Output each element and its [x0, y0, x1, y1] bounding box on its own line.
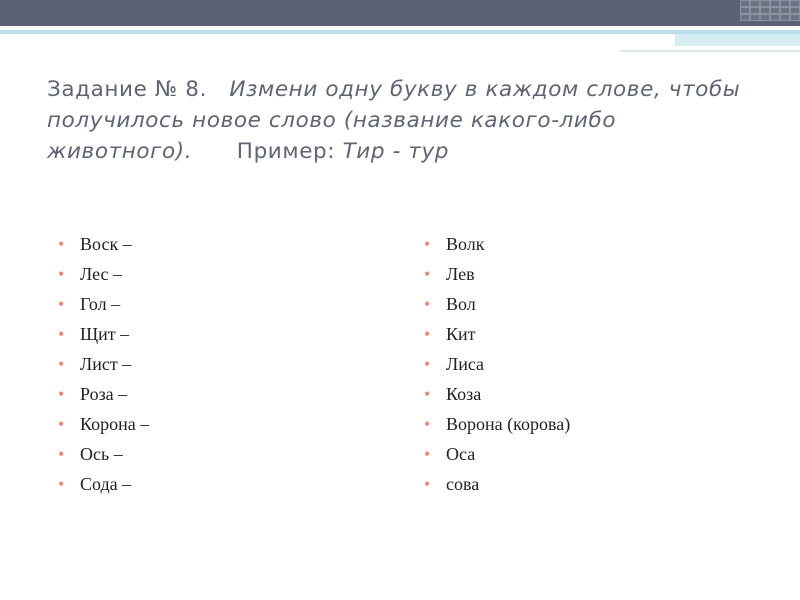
header-tile	[790, 14, 800, 21]
list-item: • Роза –	[58, 381, 149, 411]
header-tile	[740, 7, 750, 14]
header-tile	[780, 14, 790, 21]
list-item: • Кит	[424, 321, 570, 351]
header-tile	[760, 0, 770, 7]
example-value: Тир - тур	[342, 139, 450, 164]
task-instruction: Измени одну букву в каждом слове, чтобы получилось новое слово (название какого-либо животного).	[47, 77, 741, 164]
header-tile	[750, 7, 760, 14]
accent-line-segment	[675, 34, 800, 46]
list-item: • Лес –	[58, 261, 149, 291]
example-label: Пример:	[236, 139, 336, 164]
list-item: • Коза	[424, 381, 570, 411]
answer-word-list	[424, 231, 570, 501]
slide-header-bar	[0, 0, 800, 26]
accent-line-thin	[620, 50, 800, 52]
header-tile	[770, 14, 780, 21]
header-tile	[780, 0, 790, 7]
list-item: • Ворона (корова)	[424, 411, 570, 441]
source-word-list	[58, 231, 149, 501]
list-item: • Лев	[424, 261, 570, 291]
header-tile	[750, 0, 760, 7]
header-tile	[770, 0, 780, 7]
list-item: • Вол	[424, 291, 570, 321]
list-item: • Оса	[424, 441, 570, 471]
header-tile	[780, 7, 790, 14]
list-item: • Щит –	[58, 321, 149, 351]
header-tile	[750, 14, 760, 21]
header-tile	[740, 14, 750, 21]
header-tile	[770, 7, 780, 14]
header-tile	[760, 14, 770, 21]
task-number: Задание № 8.	[47, 77, 207, 102]
header-tile-pattern	[740, 0, 800, 21]
list-item: • Лист –	[58, 351, 149, 381]
list-item: • Воск –	[58, 231, 149, 261]
slide-title	[47, 74, 747, 167]
header-tile	[740, 0, 750, 7]
list-item: • Гол –	[58, 291, 149, 321]
header-tile	[790, 0, 800, 7]
list-item: • сова	[424, 471, 570, 501]
list-item: • Корона –	[58, 411, 149, 441]
list-item: • Сода –	[58, 471, 149, 501]
header-tile	[760, 7, 770, 14]
list-item: • Ось –	[58, 441, 149, 471]
list-item: • Волк	[424, 231, 570, 261]
header-tile	[790, 7, 800, 14]
list-item: • Лиса	[424, 351, 570, 381]
